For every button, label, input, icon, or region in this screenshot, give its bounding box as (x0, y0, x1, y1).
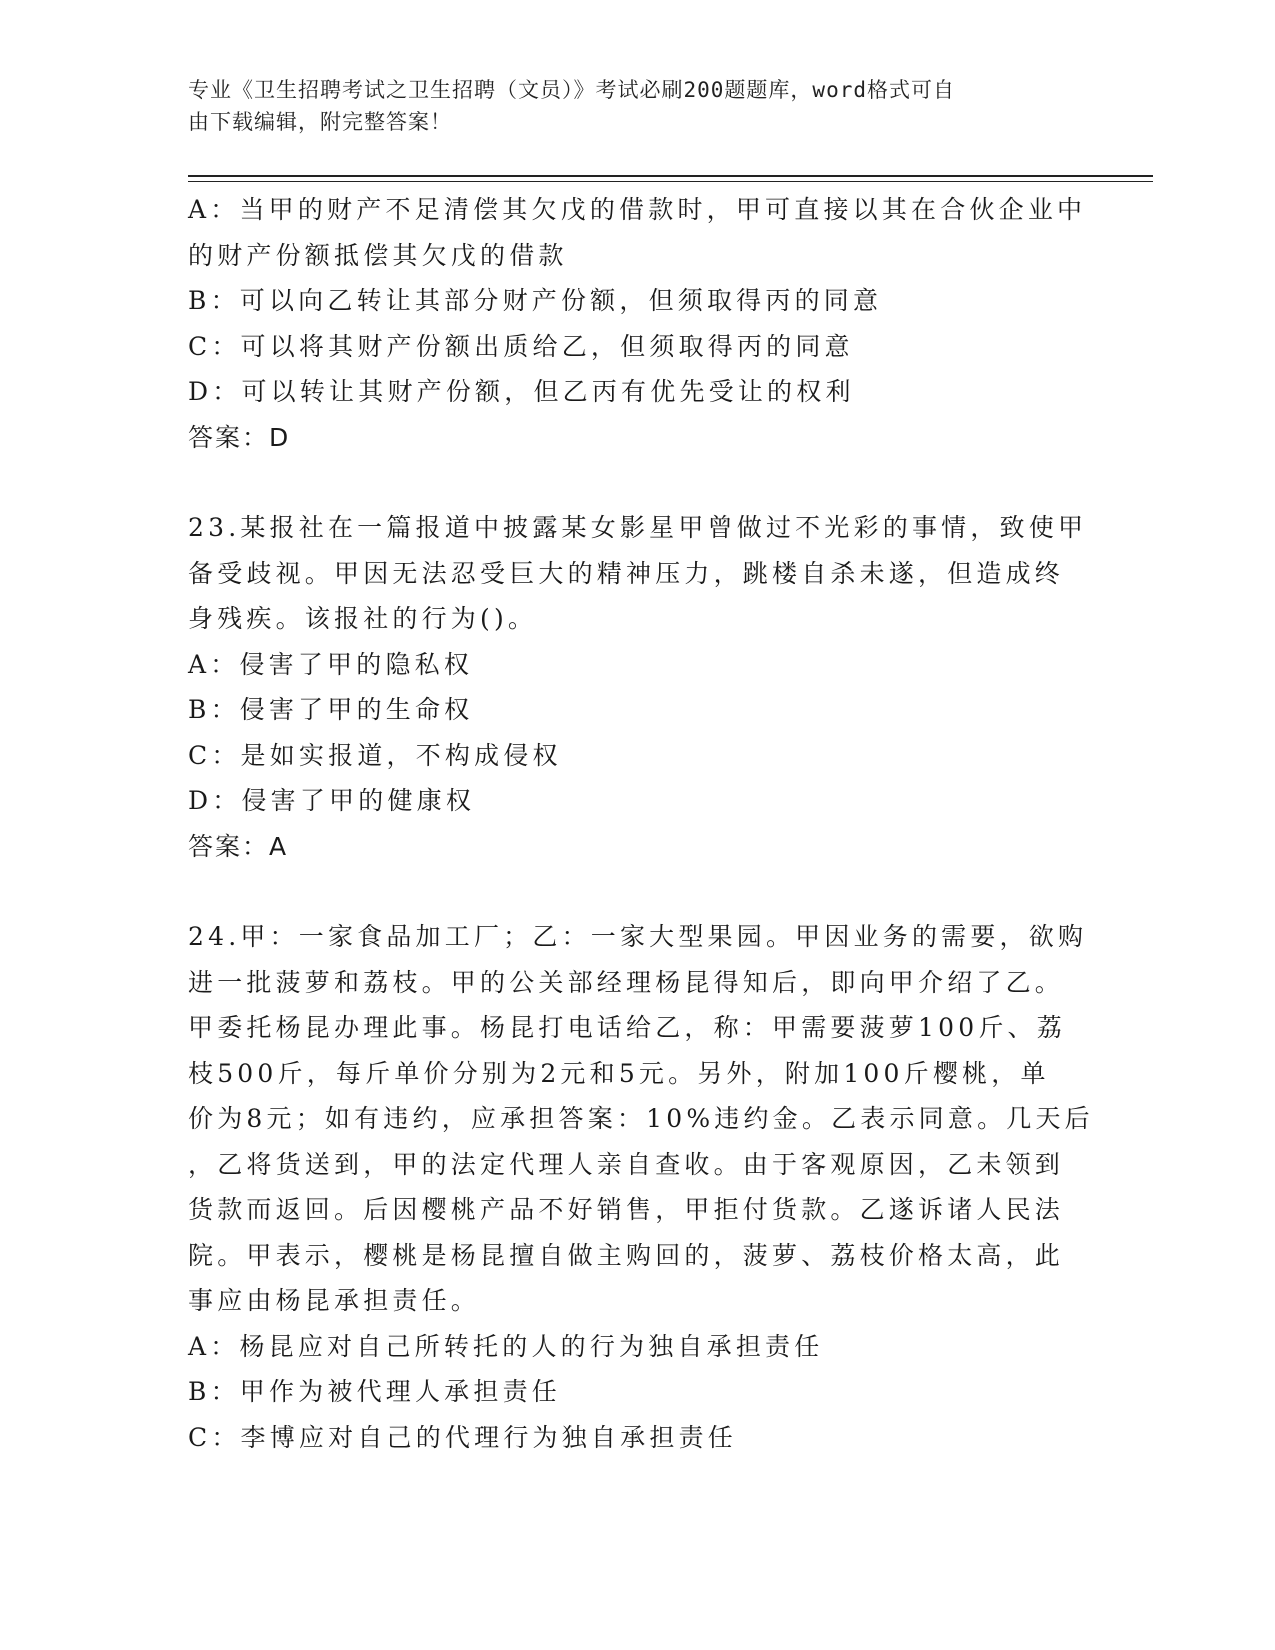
question-content (188, 187, 1094, 1460)
header-divider-thick (188, 175, 1153, 177)
q23-option-d: D：侵害了甲的健康权 (188, 786, 476, 815)
q24-option-b: B：甲作为被代理人承担责任 (188, 1377, 561, 1406)
q22-option-d: D：可以转让其财产份额，但乙丙有优先受让的权利 (188, 377, 855, 406)
question-spacer (188, 460, 1078, 505)
question-24 (188, 914, 1094, 1460)
q24-option-c: C：李博应对自己的代理行为独自承担责任 (188, 1422, 737, 1452)
q24-stem-line-8: 院。甲表示，樱桃是杨昆擅自做主购回的，菠萝、荔枝价格太高，此 (188, 1240, 1065, 1270)
header-title-line-2: 由下载编辑，附完整答案！ (188, 110, 452, 134)
q24-stem-line-2: 进一批菠萝和荔枝。甲的公关部经理杨昆得知后，即向甲介绍了乙。 (188, 967, 1065, 997)
q23-stem-line-3: 身残疾。该报社的行为()。 (188, 604, 538, 633)
q22-option-a-line-2: 的财产份额抵偿其欠戊的借款 (188, 240, 568, 270)
q23-option-a: A：侵害了甲的隐私权 (188, 649, 474, 679)
header-divider-thin (188, 181, 1153, 182)
q23-stem-line-1: 23.某报社在一篇报道中披露某女影星甲曾做过不光彩的事情，致使甲 (188, 513, 1088, 542)
q23-option-b: B：侵害了甲的生命权 (188, 695, 474, 724)
q22-option-b: B：可以向乙转让其部分财产份额，但须取得丙的同意 (188, 286, 883, 315)
q22-option-a-line-1: A：当甲的财产不足清偿其欠戊的借款时，甲可直接以其在合伙企业中 (188, 195, 1087, 224)
q24-stem-line-7: 货款而返回。后因樱桃产品不好销售，甲拒付货款。乙遂诉诸人民法 (188, 1195, 1065, 1224)
q23-answer: 答案：A (188, 831, 289, 861)
header-title-line-1: 专业《卫生招聘考试之卫生招聘（文员）》考试必刷200题题库，word格式可自 (188, 78, 955, 102)
q24-stem-line-3: 甲委托杨昆办理此事。杨昆打电话给乙，称：甲需要菠萝100斤、荔 (188, 1013, 1066, 1042)
q24-stem-line-1: 24.甲：一家食品加工厂；乙：一家大型果园。甲因业务的需要，欲购 (188, 922, 1088, 951)
q24-option-a: A：杨昆应对自己所转托的人的行为独自承担责任 (188, 1331, 824, 1361)
q22-option-c: C：可以将其财产份额出质给乙，但须取得丙的同意 (188, 331, 854, 361)
q22-answer: 答案：D (188, 422, 291, 452)
q23-stem-line-2: 备受歧视。甲因无法忍受巨大的精神压力，跳楼自杀未遂，但造成终 (188, 558, 1065, 588)
q24-stem-line-4: 枝500斤，每斤单价分别为2元和5元。另外，附加100斤樱桃，单 (188, 1058, 1050, 1088)
q24-stem-line-9: 事应由杨昆承担责任。 (188, 1286, 481, 1315)
q24-stem-line-6: ，乙将货送到，甲的法定代理人亲自查收。由于客观原因，乙未领到 (188, 1149, 1065, 1179)
question-22-partial (188, 187, 1087, 460)
question-spacer (188, 869, 1078, 914)
q23-option-c: C：是如实报道，不构成侵权 (188, 740, 562, 770)
question-23 (188, 505, 1088, 869)
document-header (188, 74, 1068, 138)
q24-stem-line-5: 价为8元；如有违约，应承担答案：10%违约金。乙表示同意。几天后 (188, 1104, 1094, 1133)
